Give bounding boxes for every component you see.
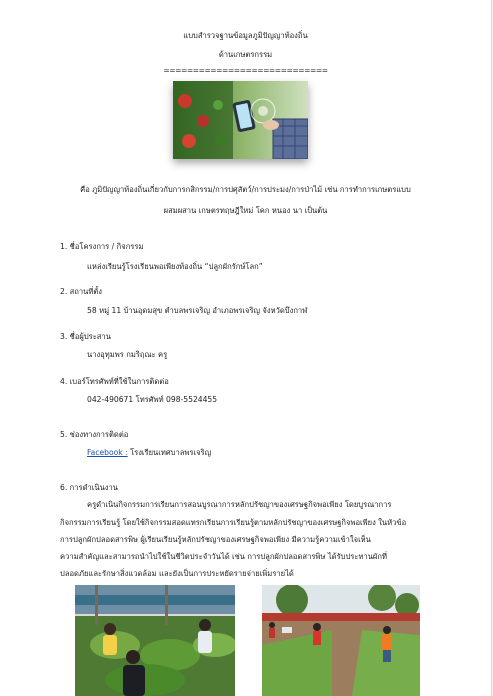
section-5-value-row <box>87 448 211 458</box>
section-6-line-4: ความสำคัญและสามารถนำไปใช้ในชีวิตประจำวันได้ เช่น การปลูกผักปลอดสารพิษ ได้รับประทานผักที่ <box>60 552 387 561</box>
title-rule: ============================ <box>163 66 328 75</box>
section-6-line-2: กิจกรรมการเรียนรู้ โดยใช้กิจกรรมสอดแทรกเรียนการเรียนรู้ตามหลักปรัชญาของเศรษฐกิจพอเพียง ในหัวข้อ <box>60 518 407 527</box>
section-4-value: 042-490671 โทรศัพท์ 098-5524455 <box>87 395 218 404</box>
section-3-value: นางอุทุมพร กมริฤณะ ครู <box>87 350 168 359</box>
photo-school-garden <box>262 585 420 696</box>
facebook-link[interactable]: Facebook : <box>87 448 128 457</box>
section-1-heading: 1. ชื่อโครงการ / กิจกรรม <box>60 242 144 251</box>
facebook-page-name: โรงเรียนเทศบาลพรเจริญ <box>127 448 212 457</box>
hero-image-smart-farming <box>173 81 308 159</box>
section-4-heading: 4. เบอร์โทรศัพท์ที่ใช้ในการติดต่อ <box>60 377 169 386</box>
section-2-heading: 2. สถานที่ตั้ง <box>60 287 102 296</box>
section-5-heading: 5. ช่องทางการติดต่อ <box>60 430 129 439</box>
description-line-2: ผสมผสาน เกษตรทฤษฎีใหม่ โคก หนอง นา เป็นต้น <box>163 206 328 215</box>
section-1-value: แหล่งเรียนรู้โรงเรียนพอเพียงท้องถิ่น “ปลูกผักรักษ์โลก” <box>87 262 263 271</box>
section-3-heading: 3. ชื่อผู้ประสาน <box>60 332 111 341</box>
document-subtitle: ด้านเกษตรกรรม <box>218 50 273 59</box>
photo-students-garden <box>75 585 235 696</box>
description-line-1: คือ ภูมิปัญญาท้องถิ่นเกี่ยวกับการกสิกรรม/การปศุสัตว์/การประมง/การป่าไม้ เช่น การทำการเกษตรแบบ <box>80 185 411 194</box>
section-6-line-1: ครูดำเนินกิจกรรมการเรียนการสอนบูรณาการหลักปรัชญาของเศรษฐกิจพอเพียง โดยบูรณาการ <box>87 500 392 509</box>
section-6-heading: 6. การดำเนินงาน <box>60 483 118 492</box>
section-2-value: 58 หมู่ 11 บ้านอุดมสุข ตำบลพรเจริญ อำเภอพรเจริญ จังหวัดบึงกาฬ <box>87 306 308 315</box>
document-title: แบบสำรวจฐานข้อมูลภูมิปัญญาท้องถิ่น <box>183 31 308 40</box>
section-6-line-5: ปลอดภัยและรักษาสิ่งแวดล้อม และยังเป็นการประหยัดรายจ่ายเพิ่มรายได้ <box>60 569 294 578</box>
section-6-line-3: การปลูกผักปลอดสารพิษ ผู้เรียนเรียนรู้หลักปรัชญาของเศรษฐกิจพอเพียง มีความรู้ความเข้าใจเห็น <box>60 535 371 544</box>
